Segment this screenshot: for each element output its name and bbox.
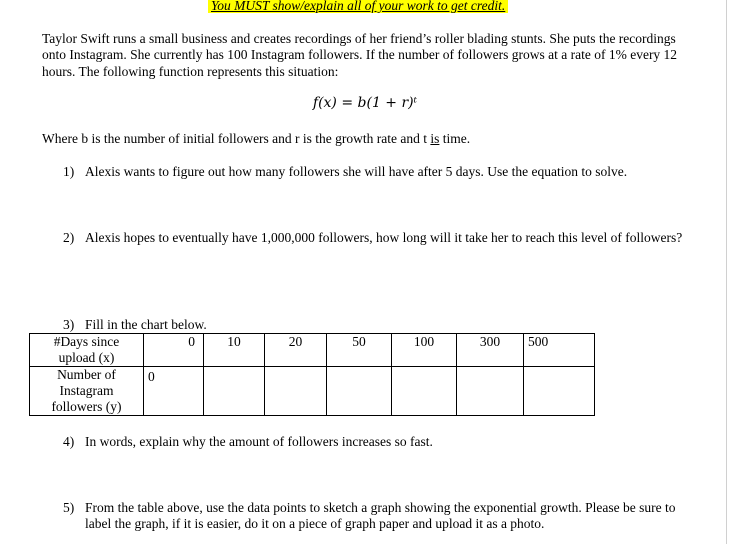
definition-underlined: is <box>430 131 440 146</box>
question-text: In words, explain why the amount of followers increases so fast. <box>85 434 433 449</box>
table-cell[interactable] <box>327 367 392 416</box>
table-cell: 20 <box>265 334 327 367</box>
formula: f(x) = b(1 + r)ᵗ <box>312 95 418 111</box>
question-text: Fill in the chart below. <box>85 317 207 332</box>
row-header-x: #Days since upload (x) <box>30 334 144 367</box>
intro-paragraph: Taylor Swift runs a small business and creates recordings of her friend’s roller blading stunts. She puts the recordings onto Instagram. She currently has 100 Instagram followers. If the number of followers grows at a rate of 1% every 12 hours. The following function represents this situation: <box>42 31 678 79</box>
definition-line <box>42 131 682 147</box>
table-cell[interactable] <box>392 367 457 416</box>
table-cell: 100 <box>392 334 457 367</box>
table-cell: 0 <box>144 334 204 367</box>
question-text: Alexis hopes to eventually have 1,000,000 followers, how long will it take her to reach this level of followers? <box>85 230 683 245</box>
page-edge <box>726 0 727 544</box>
definition-before: Where b is the number of initial followers and r is the growth rate and t <box>42 131 431 146</box>
question-number: 2) <box>63 230 75 245</box>
table-cell[interactable] <box>204 367 265 416</box>
table-cell: 500 <box>524 334 595 367</box>
table-row <box>30 334 595 367</box>
question-number: 4) <box>63 434 75 449</box>
table-cell: 10 <box>204 334 265 367</box>
table-cell[interactable] <box>265 367 327 416</box>
table-cell[interactable]: 0 <box>144 367 204 416</box>
question-1 <box>63 164 683 180</box>
question-4 <box>63 434 683 450</box>
table-cell[interactable] <box>457 367 524 416</box>
question-3 <box>63 317 683 333</box>
table-row <box>30 367 595 416</box>
credit-banner: You MUST show/explain all of your work to get credit. <box>208 0 508 13</box>
definition-after: time. <box>439 131 471 146</box>
question-number: 3) <box>63 317 75 332</box>
table-cell[interactable] <box>524 367 595 416</box>
table-cell: 50 <box>327 334 392 367</box>
question-number: 1) <box>63 164 75 179</box>
question-2 <box>63 230 683 246</box>
table-cell: 300 <box>457 334 524 367</box>
question-5 <box>63 500 683 533</box>
question-number: 5) <box>63 500 75 515</box>
question-text: Alexis wants to figure out how many followers she will have after 5 days. Use the equation to solve. <box>85 164 628 179</box>
question-text: From the table above, use the data points to sketch a graph showing the exponential growth. Please be sure to label the graph, if it is easier, do it on a piece of graph paper and upload it as a photo. <box>85 500 676 532</box>
followers-table <box>29 333 595 416</box>
row-header-y: Number of Instagram followers (y) <box>30 367 144 416</box>
